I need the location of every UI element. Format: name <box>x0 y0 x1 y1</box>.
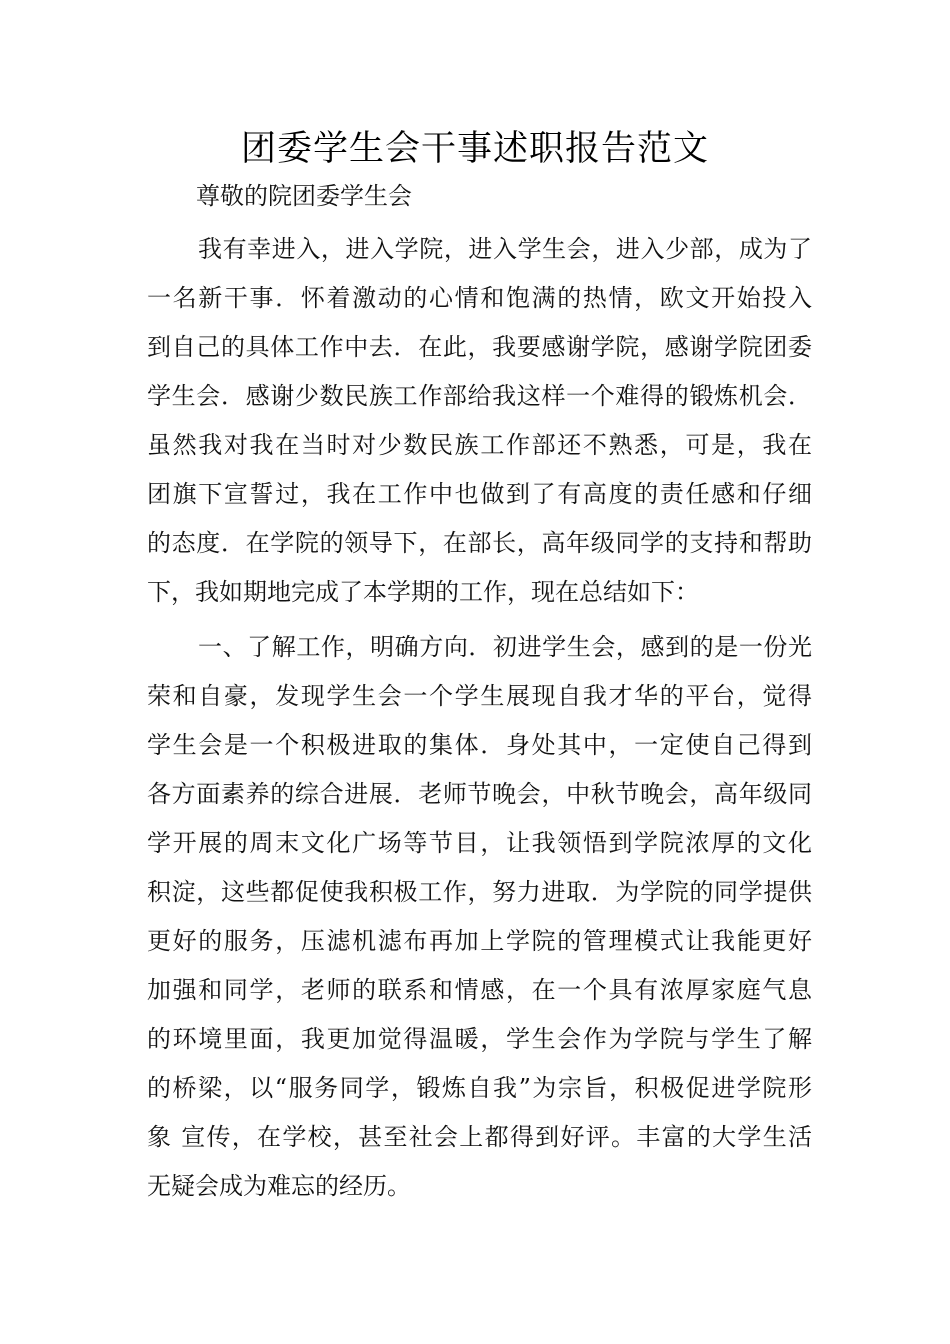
paragraph-2-line-4: 各方面素养的综合进展．老师节晚会，中秋节晚会，高年级同 <box>147 780 812 808</box>
paragraph-2-line-9: 的环境里面，我更加觉得温暖，学生会作为学院与学生了解 <box>147 1025 812 1053</box>
paragraph-2-line-10: 的桥梁，以“服务同学，锻炼自我”为宗旨，积极促进学院形 <box>147 1074 812 1102</box>
paragraph-1-line-5: 虽然我对我在当时对少数民族工作部还不熟悉，可是，我在 <box>147 431 812 459</box>
paragraph-1-line-6: 团旗下宣誓过，我在工作中也做到了有高度的责任感和仔细 <box>147 480 812 508</box>
paragraph-2-line-5: 学开展的周末文化广场等节目，让我领悟到学院浓厚的文化 <box>147 829 812 857</box>
paragraph-2-line-3: 学生会是一个积极进取的集体．身处其中，一定使自己得到 <box>147 731 812 759</box>
paragraph-1-line-1: 我有幸进入，进入学院，进入学生会，进入少部，成为了 <box>198 235 812 263</box>
paragraph-1-line-2: 一名新干事．怀着激动的心情和饱满的热情，欧文开始投入 <box>147 284 812 312</box>
paragraph-2-line-11: 象 宣传，在学校，甚至社会上都得到好评。丰富的大学生活 <box>147 1123 812 1151</box>
paragraph-1-line-4: 学生会．感谢少数民族工作部给我这样一个难得的锻炼机会． <box>147 382 812 410</box>
paragraph-2-line-2: 荣和自豪，发现学生会一个学生展现自我才华的平台，觉得 <box>147 682 812 710</box>
paragraph-1-line-7: 的态度．在学院的领导下，在部长，高年级同学的支持和帮助 <box>147 529 812 557</box>
paragraph-2-line-8: 加强和同学，老师的联系和情感，在一个具有浓厚家庭气息 <box>147 976 812 1004</box>
paragraph-1-line-3: 到自己的具体工作中去．在此，我要感谢学院，感谢学院团委 <box>147 333 812 361</box>
paragraph-1-line-8: 下，我如期地完成了本学期的工作，现在总结如下： <box>147 578 699 606</box>
paragraph-2-line-12: 无疑会成为难忘的经历。 <box>147 1172 411 1200</box>
salutation: 尊敬的院团委学生会 <box>196 182 412 210</box>
paragraph-2-line-1: 一、了解工作，明确方向．初进学生会，感到的是一份光 <box>198 633 812 661</box>
document-title: 团委学生会干事述职报告范文 <box>240 129 709 169</box>
paragraph-2-line-7: 更好的服务，压滤机滤布再加上学院的管理模式让我能更好 <box>147 927 812 955</box>
paragraph-2-line-6: 积淀，这些都促使我积极工作，努力进取．为学院的同学提供 <box>147 878 812 906</box>
